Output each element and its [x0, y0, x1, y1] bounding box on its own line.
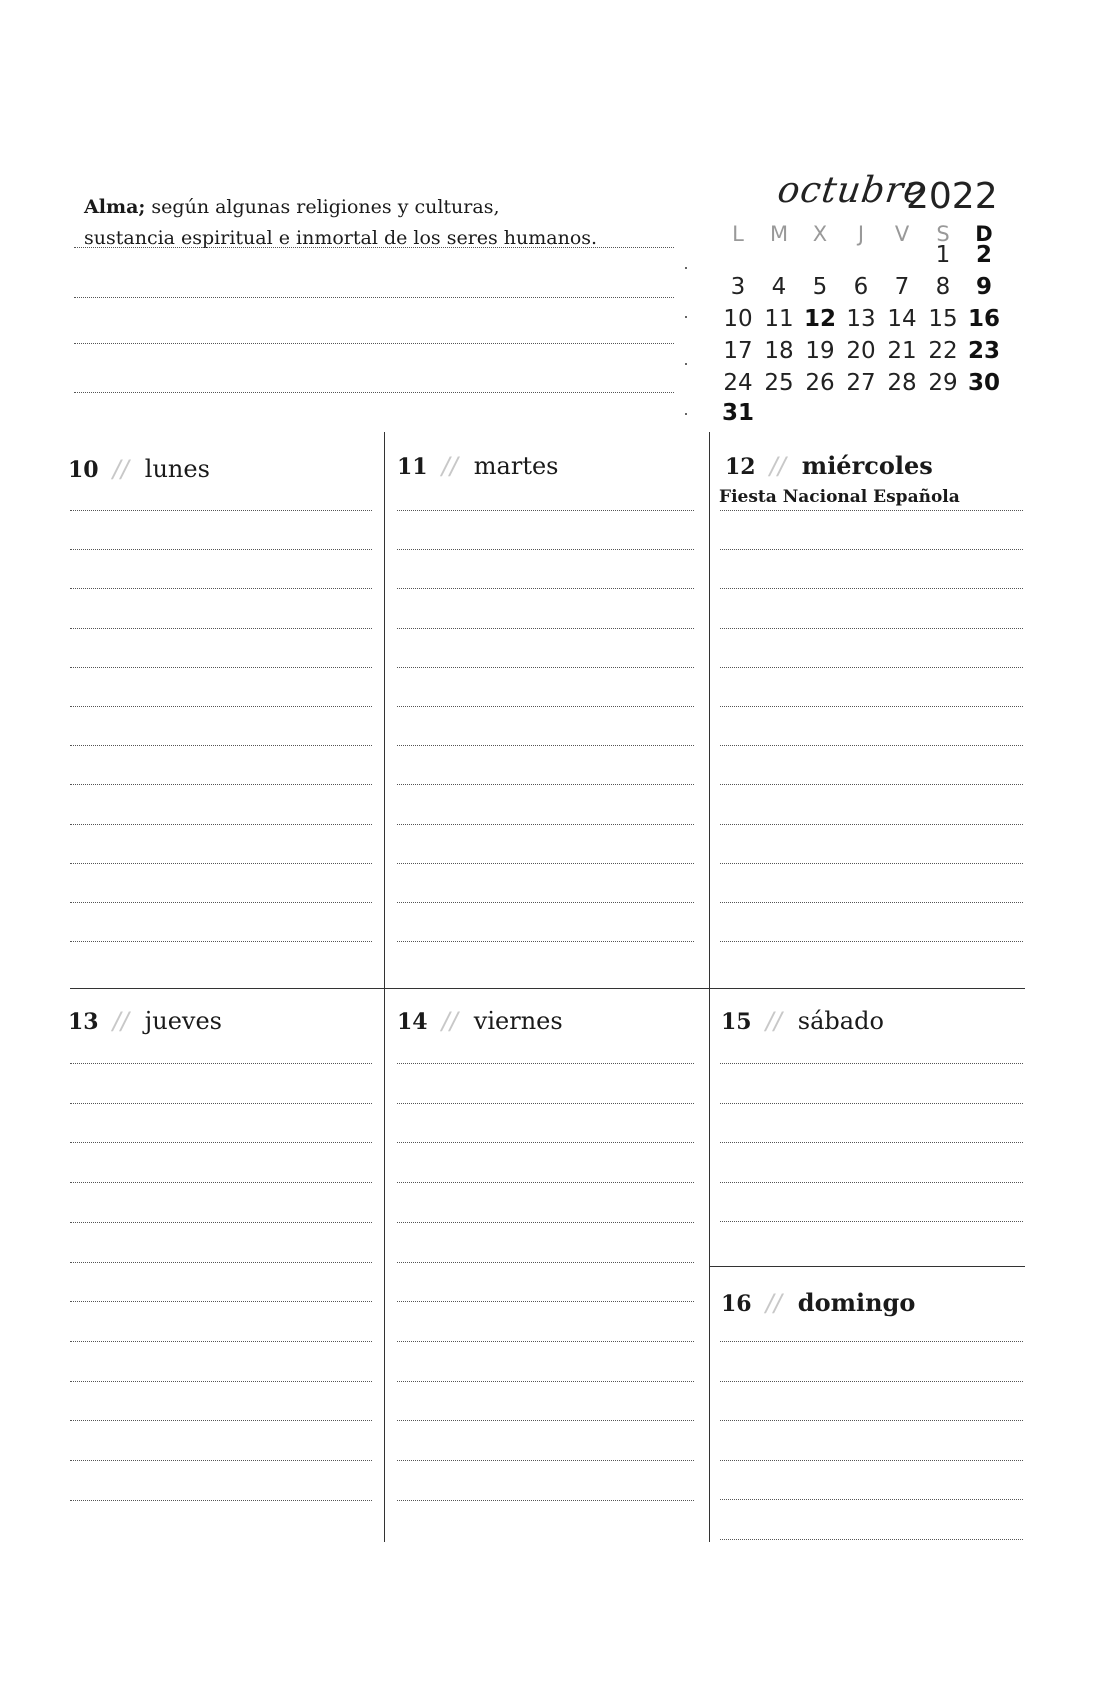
writing-line	[720, 1063, 1023, 1064]
writing-line	[397, 1103, 694, 1104]
writing-line	[397, 902, 694, 903]
writing-line	[720, 1103, 1023, 1104]
writing-line	[70, 1420, 372, 1421]
quote-line-1	[84, 192, 644, 223]
calendar-day: 28	[887, 370, 917, 396]
calendar-day: 10	[723, 306, 753, 332]
day-header-monday	[68, 455, 210, 483]
writing-line	[720, 784, 1023, 785]
writing-line	[720, 706, 1023, 707]
holiday-label: Fiesta Nacional Española	[719, 487, 960, 507]
calendar-day: 1	[935, 242, 951, 268]
writing-line	[70, 510, 372, 511]
writing-line	[70, 1103, 372, 1104]
writing-line	[720, 1499, 1023, 1500]
top-note-dot	[685, 413, 687, 415]
calendar-day: 11	[764, 306, 794, 332]
quote-term: Alma;	[84, 196, 146, 218]
writing-line	[397, 1262, 694, 1263]
day-name: miércoles	[801, 451, 933, 480]
writing-line	[720, 1420, 1023, 1421]
day-header-thursday	[68, 1007, 222, 1035]
calendar-day: 7	[894, 274, 910, 300]
calendar-weekday-header: M	[769, 222, 789, 246]
calendar-day: 16	[967, 306, 1000, 332]
definition-quote	[84, 192, 644, 254]
writing-line	[720, 745, 1023, 746]
quote-line-2: sustancia espiritual e inmortal de los seres humanos.	[84, 227, 598, 249]
writing-line	[70, 902, 372, 903]
calendar-day: 21	[887, 338, 917, 364]
writing-line	[720, 628, 1023, 629]
calendar-day: 18	[764, 338, 794, 364]
separator-slash: //	[441, 1007, 458, 1035]
writing-line	[397, 706, 694, 707]
writing-line	[397, 1063, 694, 1064]
writing-line	[720, 549, 1023, 550]
writing-line	[397, 1222, 694, 1223]
writing-line	[720, 1381, 1023, 1382]
separator-slash: //	[765, 1289, 782, 1317]
top-note-line	[74, 392, 674, 393]
day-name: sábado	[797, 1007, 884, 1035]
top-note-line	[74, 343, 674, 344]
day-name: martes	[473, 452, 559, 480]
day-number: 16	[721, 1291, 752, 1317]
writing-line	[720, 588, 1023, 589]
writing-line	[70, 628, 372, 629]
calendar-day: 20	[846, 338, 876, 364]
calendar-weekday-header: V	[894, 222, 910, 246]
writing-line	[397, 1301, 694, 1302]
calendar-day: 31	[721, 400, 754, 426]
writing-line	[397, 1182, 694, 1183]
writing-line	[720, 1182, 1023, 1183]
calendar-day: 15	[928, 306, 958, 332]
writing-line	[70, 549, 372, 550]
top-note-dot	[685, 316, 687, 318]
writing-line	[397, 1142, 694, 1143]
calendar-day: 3	[730, 274, 746, 300]
calendar-day: 17	[723, 338, 753, 364]
writing-line	[70, 1341, 372, 1342]
day-header-saturday	[721, 1007, 884, 1035]
column-divider	[384, 432, 385, 1542]
writing-line	[70, 1500, 372, 1501]
writing-line	[720, 510, 1023, 511]
writing-line	[720, 1142, 1023, 1143]
writing-line	[720, 824, 1023, 825]
weekend-divider	[709, 1266, 1025, 1267]
writing-line	[720, 1539, 1023, 1540]
calendar-day: 25	[764, 370, 794, 396]
calendar-day: 4	[771, 274, 787, 300]
writing-line	[397, 1381, 694, 1382]
day-header-tuesday	[397, 452, 559, 480]
day-header-sunday	[721, 1288, 915, 1317]
writing-line	[70, 1381, 372, 1382]
calendar-weekday-header: S	[936, 222, 950, 246]
day-name: lunes	[144, 455, 210, 483]
writing-line	[397, 1500, 694, 1501]
day-name: viernes	[473, 1007, 563, 1035]
writing-line	[397, 863, 694, 864]
writing-line	[720, 941, 1023, 942]
calendar-day: 6	[853, 274, 869, 300]
writing-line	[397, 510, 694, 511]
separator-slash: //	[765, 1007, 782, 1035]
writing-line	[70, 941, 372, 942]
calendar-weekday-header: X	[812, 222, 828, 246]
day-number: 14	[397, 1009, 428, 1035]
day-name: jueves	[144, 1007, 222, 1035]
calendar-day: 30	[967, 370, 1000, 396]
writing-line	[70, 706, 372, 707]
top-note-dot	[685, 267, 687, 269]
calendar-day: 26	[805, 370, 835, 396]
quote-line-1-rest: según algunas religiones y culturas,	[145, 196, 500, 218]
calendar-day: 8	[935, 274, 951, 300]
top-note-line	[74, 247, 674, 248]
calendar-weekday-header: D	[975, 222, 993, 246]
writing-line	[70, 588, 372, 589]
calendar-day: 5	[812, 274, 828, 300]
calendar-title	[775, 170, 1018, 222]
writing-line	[397, 667, 694, 668]
writing-line	[70, 824, 372, 825]
day-name: domingo	[797, 1288, 916, 1317]
calendar-day: 22	[928, 338, 958, 364]
day-header-wednesday	[725, 451, 933, 480]
writing-line	[397, 1341, 694, 1342]
calendar-month: octubre	[775, 170, 929, 211]
calendar-day: 27	[846, 370, 876, 396]
writing-line	[70, 784, 372, 785]
writing-line	[397, 1420, 694, 1421]
calendar-day: 13	[846, 306, 876, 332]
writing-line	[70, 1460, 372, 1461]
writing-line	[720, 863, 1023, 864]
calendar-day: 2	[975, 242, 992, 268]
day-number: 15	[721, 1009, 752, 1035]
calendar-day: 23	[967, 338, 1000, 364]
calendar-weekday-header: L	[732, 222, 744, 246]
writing-line	[720, 1460, 1023, 1461]
day-number: 12	[725, 454, 756, 480]
writing-line	[397, 745, 694, 746]
calendar-day: 14	[887, 306, 917, 332]
calendar-day: 29	[928, 370, 958, 396]
writing-line	[397, 941, 694, 942]
day-header-friday	[397, 1007, 563, 1035]
writing-line	[70, 1063, 372, 1064]
separator-slash: //	[441, 452, 458, 480]
top-note-line	[74, 297, 674, 298]
separator-slash: //	[769, 452, 786, 480]
writing-line	[70, 745, 372, 746]
separator-slash: //	[112, 1007, 129, 1035]
column-divider	[709, 432, 710, 1542]
writing-line	[720, 1221, 1023, 1222]
writing-line	[70, 863, 372, 864]
day-number: 11	[397, 454, 428, 480]
calendar-weekday-header: J	[857, 222, 865, 246]
writing-line	[70, 1182, 372, 1183]
writing-line	[70, 667, 372, 668]
separator-slash: //	[112, 455, 129, 483]
calendar-day: 19	[805, 338, 835, 364]
calendar-day: 9	[975, 274, 992, 300]
writing-line	[397, 549, 694, 550]
top-note-dot	[685, 363, 687, 365]
day-number: 13	[68, 1009, 99, 1035]
writing-line	[70, 1301, 372, 1302]
row-divider	[70, 988, 1025, 989]
writing-line	[397, 1460, 694, 1461]
writing-line	[70, 1222, 372, 1223]
day-number: 10	[68, 457, 99, 483]
calendar-day: 12	[803, 306, 836, 332]
writing-line	[720, 902, 1023, 903]
writing-line	[397, 824, 694, 825]
writing-line	[70, 1262, 372, 1263]
writing-line	[397, 784, 694, 785]
writing-line	[720, 667, 1023, 668]
writing-line	[720, 1341, 1023, 1342]
calendar-year: 2022	[906, 176, 998, 217]
writing-line	[397, 588, 694, 589]
calendar-day: 24	[723, 370, 753, 396]
writing-line	[397, 628, 694, 629]
writing-line	[70, 1142, 372, 1143]
